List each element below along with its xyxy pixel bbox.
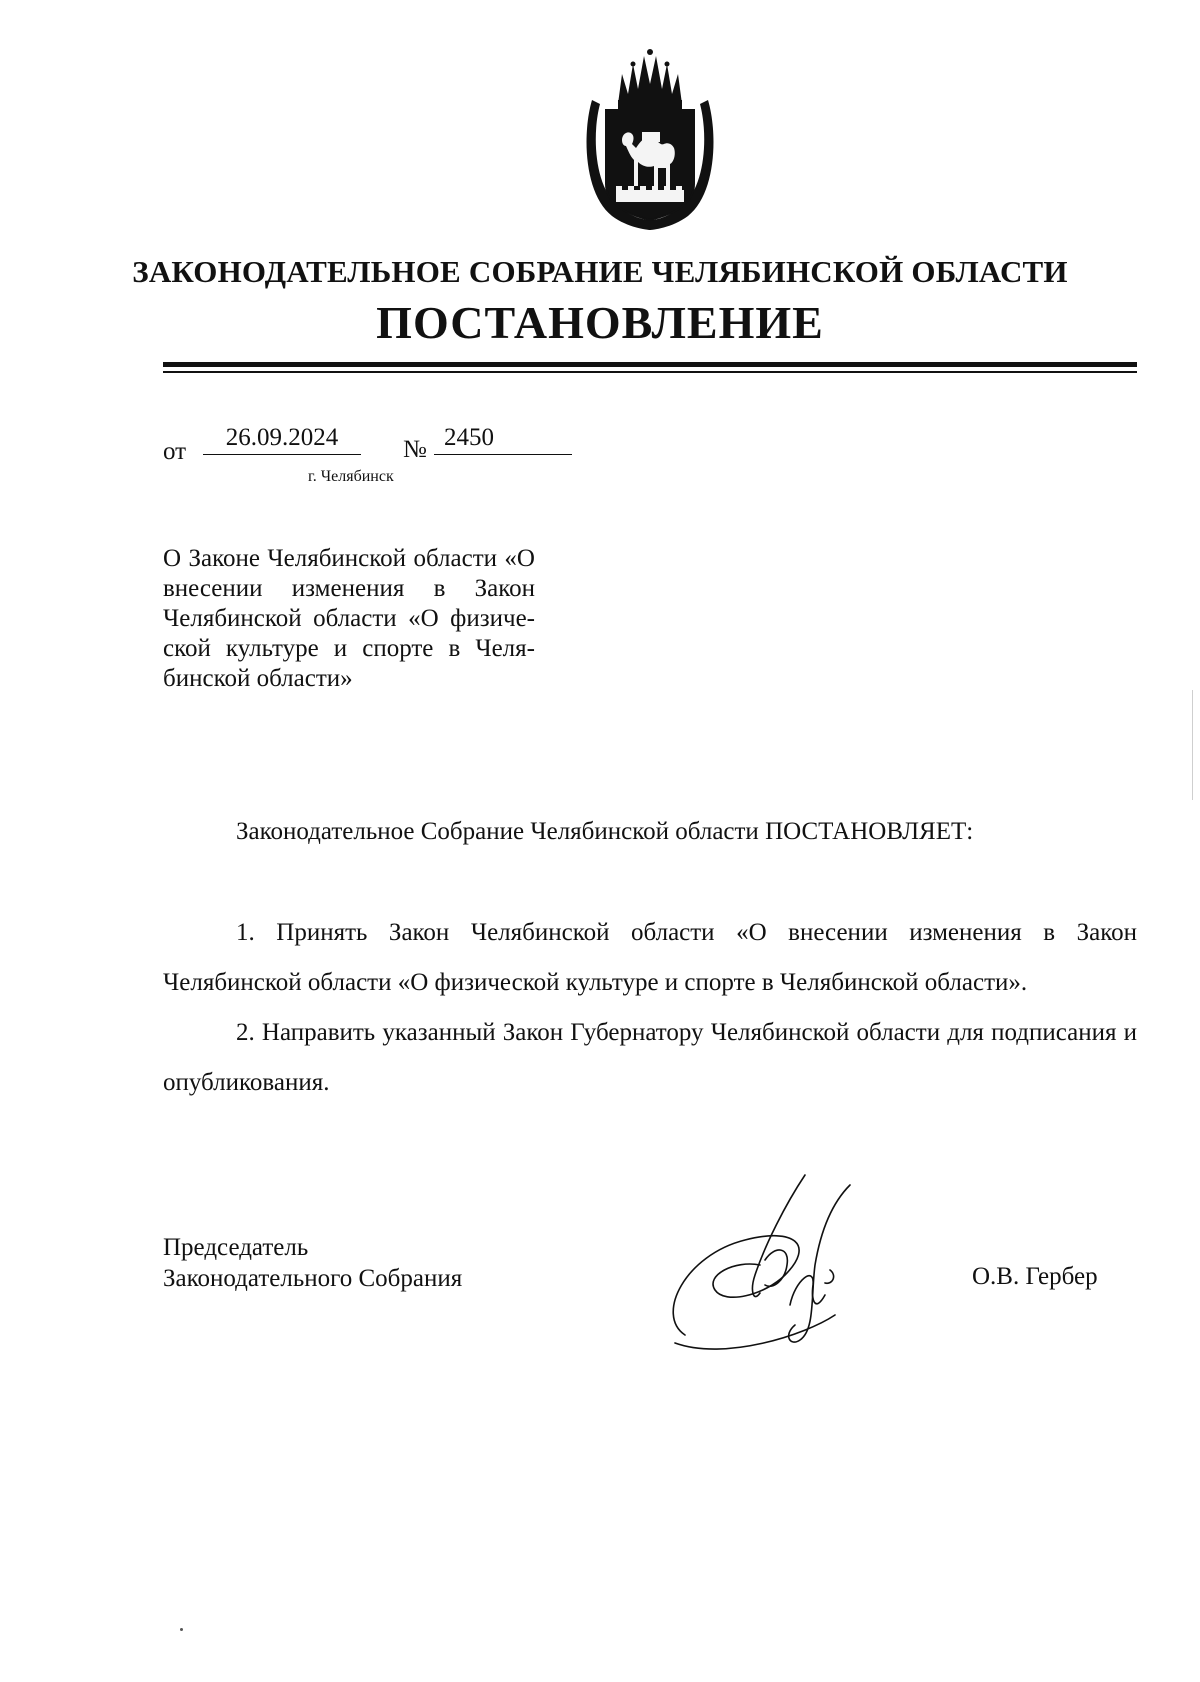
header-divider-thick xyxy=(163,362,1137,367)
signer-position-line1: Председатель xyxy=(163,1234,309,1261)
document-city: г. Челябинск xyxy=(308,468,394,485)
signer-position-line2: Законодательного Собрания xyxy=(163,1265,463,1292)
signature-icon xyxy=(665,1165,915,1365)
signer-position xyxy=(163,1232,462,1294)
signer-name: О.В. Гербер xyxy=(972,1263,1098,1290)
clause-item: 1. Принять Закон Челябинской области «О внесении изменения в Закон Челябинской области «О физической культуре и спорте в Челябинской области». xyxy=(163,919,1137,996)
scan-artifact-edge xyxy=(1192,690,1193,800)
document-subject: О Законе Челябинской области «О внесении изменения в Закон Челябинской области «О физической культуре и спорте в Челябинской области» xyxy=(163,545,535,692)
document-number: 2450 xyxy=(434,424,572,455)
chelyabinsk-coat-of-arms-icon xyxy=(578,44,722,238)
document-date: 26.09.2024 xyxy=(203,424,361,455)
header-divider-thin xyxy=(163,371,1137,373)
date-prefix: от xyxy=(163,438,187,465)
scan-artifact-dot xyxy=(180,1628,183,1631)
clauses-list xyxy=(163,908,1137,1108)
document-type-title: ПОСТАНОВЛЕНИЕ xyxy=(376,297,824,348)
clause-item: 2. Направить указанный Закон Губернатору Челябинской области для подписания и опубликования. xyxy=(163,1019,1137,1096)
preamble: Законодательное Собрание Челябинской области ПОСТАНОВЛЯЕТ: xyxy=(236,818,974,845)
handwritten-signature xyxy=(665,1165,915,1365)
organization-title: ЗАКОНОДАТЕЛЬНОЕ СОБРАНИЕ ЧЕЛЯБИНСКОЙ ОБЛАСТИ xyxy=(132,254,1068,289)
coat-of-arms-emblem xyxy=(578,44,722,238)
registration-line xyxy=(163,424,583,464)
number-label: № xyxy=(403,436,427,463)
